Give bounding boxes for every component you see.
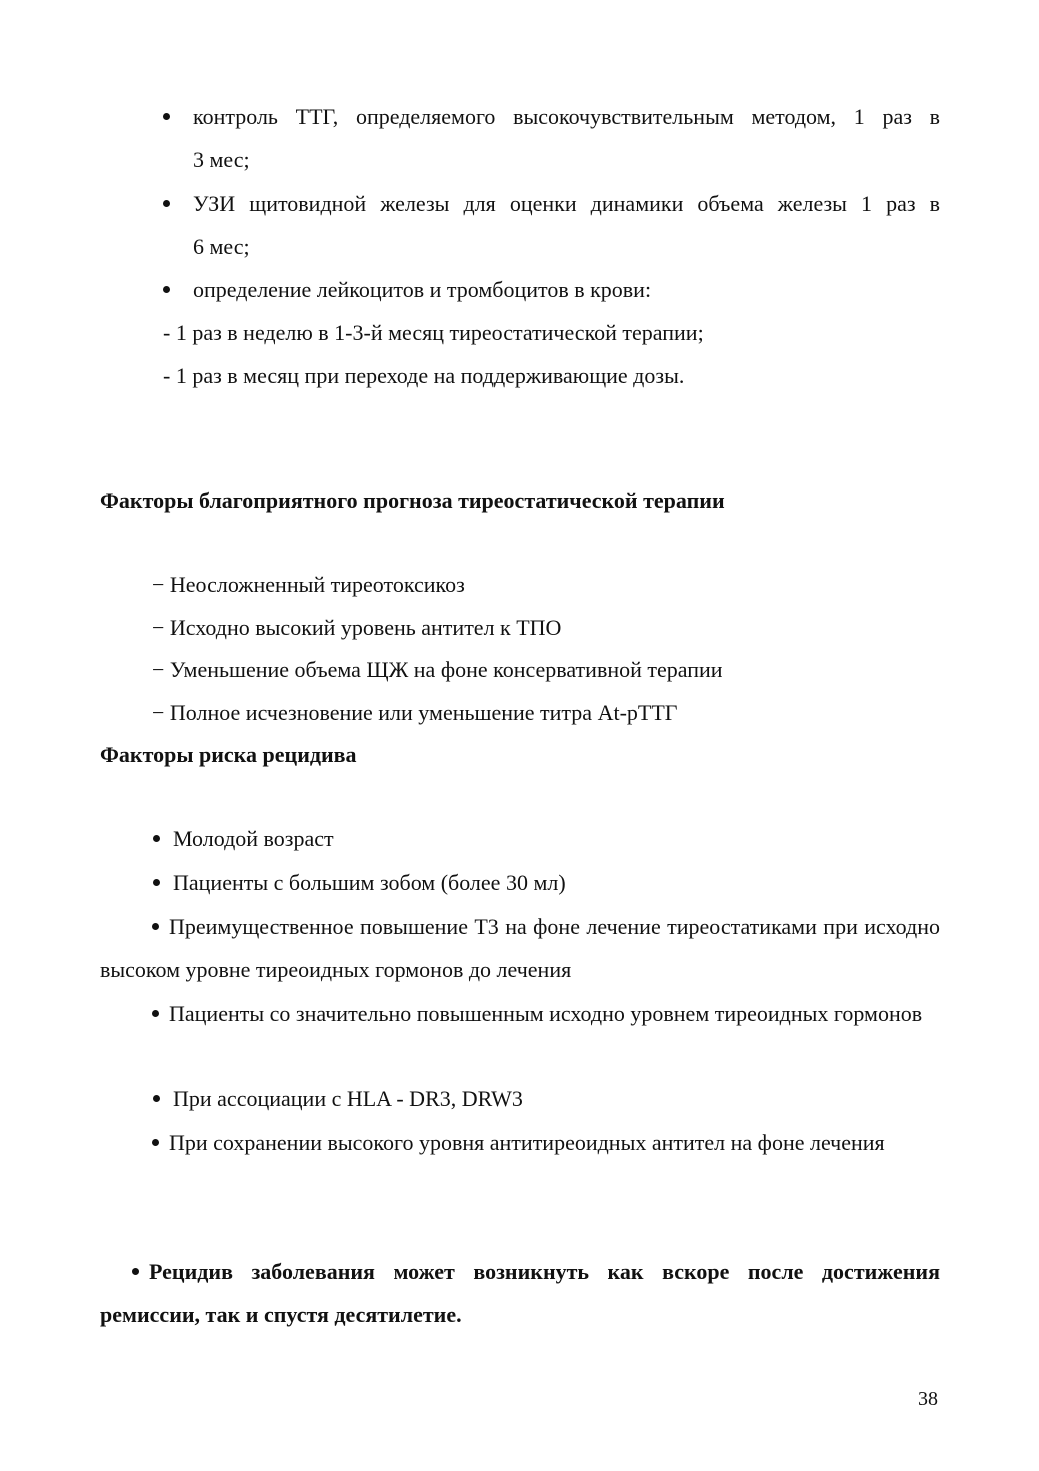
bullet-icon xyxy=(152,923,159,930)
monitoring-subitem-2: - 1 раз в месяц при переходе на поддерживающие дозы. xyxy=(163,363,685,388)
monitoring-item-2-line-2: 6 мес; xyxy=(193,234,250,259)
favorable-item: − Полное исчезновение или уменьшение титра At-рТТГ xyxy=(152,700,678,725)
relapse-item: При сохранении высокого уровня антитиреоидных антител на фоне лечения xyxy=(169,1130,885,1155)
bullet-icon xyxy=(153,879,160,886)
bullet-icon xyxy=(163,113,170,120)
relapse-item: Пациенты с большим зобом (более 30 мл) xyxy=(173,870,566,895)
bullet-icon xyxy=(163,286,170,293)
relapse-item: Пациенты со значительно повышенным исходно уровнем тиреоидных гормонов xyxy=(169,1001,923,1026)
page-number: 38 xyxy=(918,1388,938,1410)
favorable-item: − Уменьшение объема ЩЖ на фоне консервативной терапии xyxy=(152,657,723,682)
relapse-item-block xyxy=(100,992,940,1035)
relapse-item-block xyxy=(100,905,940,991)
conclusion-block xyxy=(100,1250,940,1336)
monitoring-item-2-line-1: УЗИ щитовидной железы для оценки динамики объема железы 1 раз в xyxy=(193,191,940,216)
relapse-item: Молодой возраст xyxy=(173,826,334,851)
favorable-heading: Факторы благоприятного прогноза тиреостатической терапии xyxy=(100,488,725,513)
bullet-icon xyxy=(152,1010,159,1017)
relapse-heading: Факторы риска рецидива xyxy=(100,742,357,767)
relapse-item: При ассоциации с HLA - DR3, DRW3 xyxy=(173,1086,523,1111)
monitoring-item-1-line-2: 3 мес; xyxy=(193,147,250,172)
bullet-icon xyxy=(153,1095,160,1102)
conclusion-text: Рецидив заболевания может возникнуть как вскоре после достижения ремиссии, так и спустя десятилетие. xyxy=(100,1259,940,1327)
bullet-icon xyxy=(153,835,160,842)
favorable-item: − Исходно высокий уровень антител к ТПО xyxy=(152,615,562,640)
bullet-icon xyxy=(152,1139,159,1146)
relapse-item-block xyxy=(100,1121,940,1164)
favorable-item: − Неосложненный тиреотоксикоз xyxy=(152,572,465,597)
monitoring-item-1-line-1: контроль ТТГ, определяемого высокочувствительным методом, 1 раз в xyxy=(193,104,940,129)
monitoring-subitem-1: - 1 раз в неделю в 1-3-й месяц тиреостатической терапии; xyxy=(163,320,704,345)
bullet-icon xyxy=(132,1268,139,1275)
bullet-icon xyxy=(163,200,170,207)
monitoring-item-3: определение лейкоцитов и тромбоцитов в крови: xyxy=(193,277,652,302)
relapse-item: Преимущественное повышение Т3 на фоне лечение тиреостатиками при исходно высоком уровне тиреоидных гормонов до лечения xyxy=(100,914,940,982)
